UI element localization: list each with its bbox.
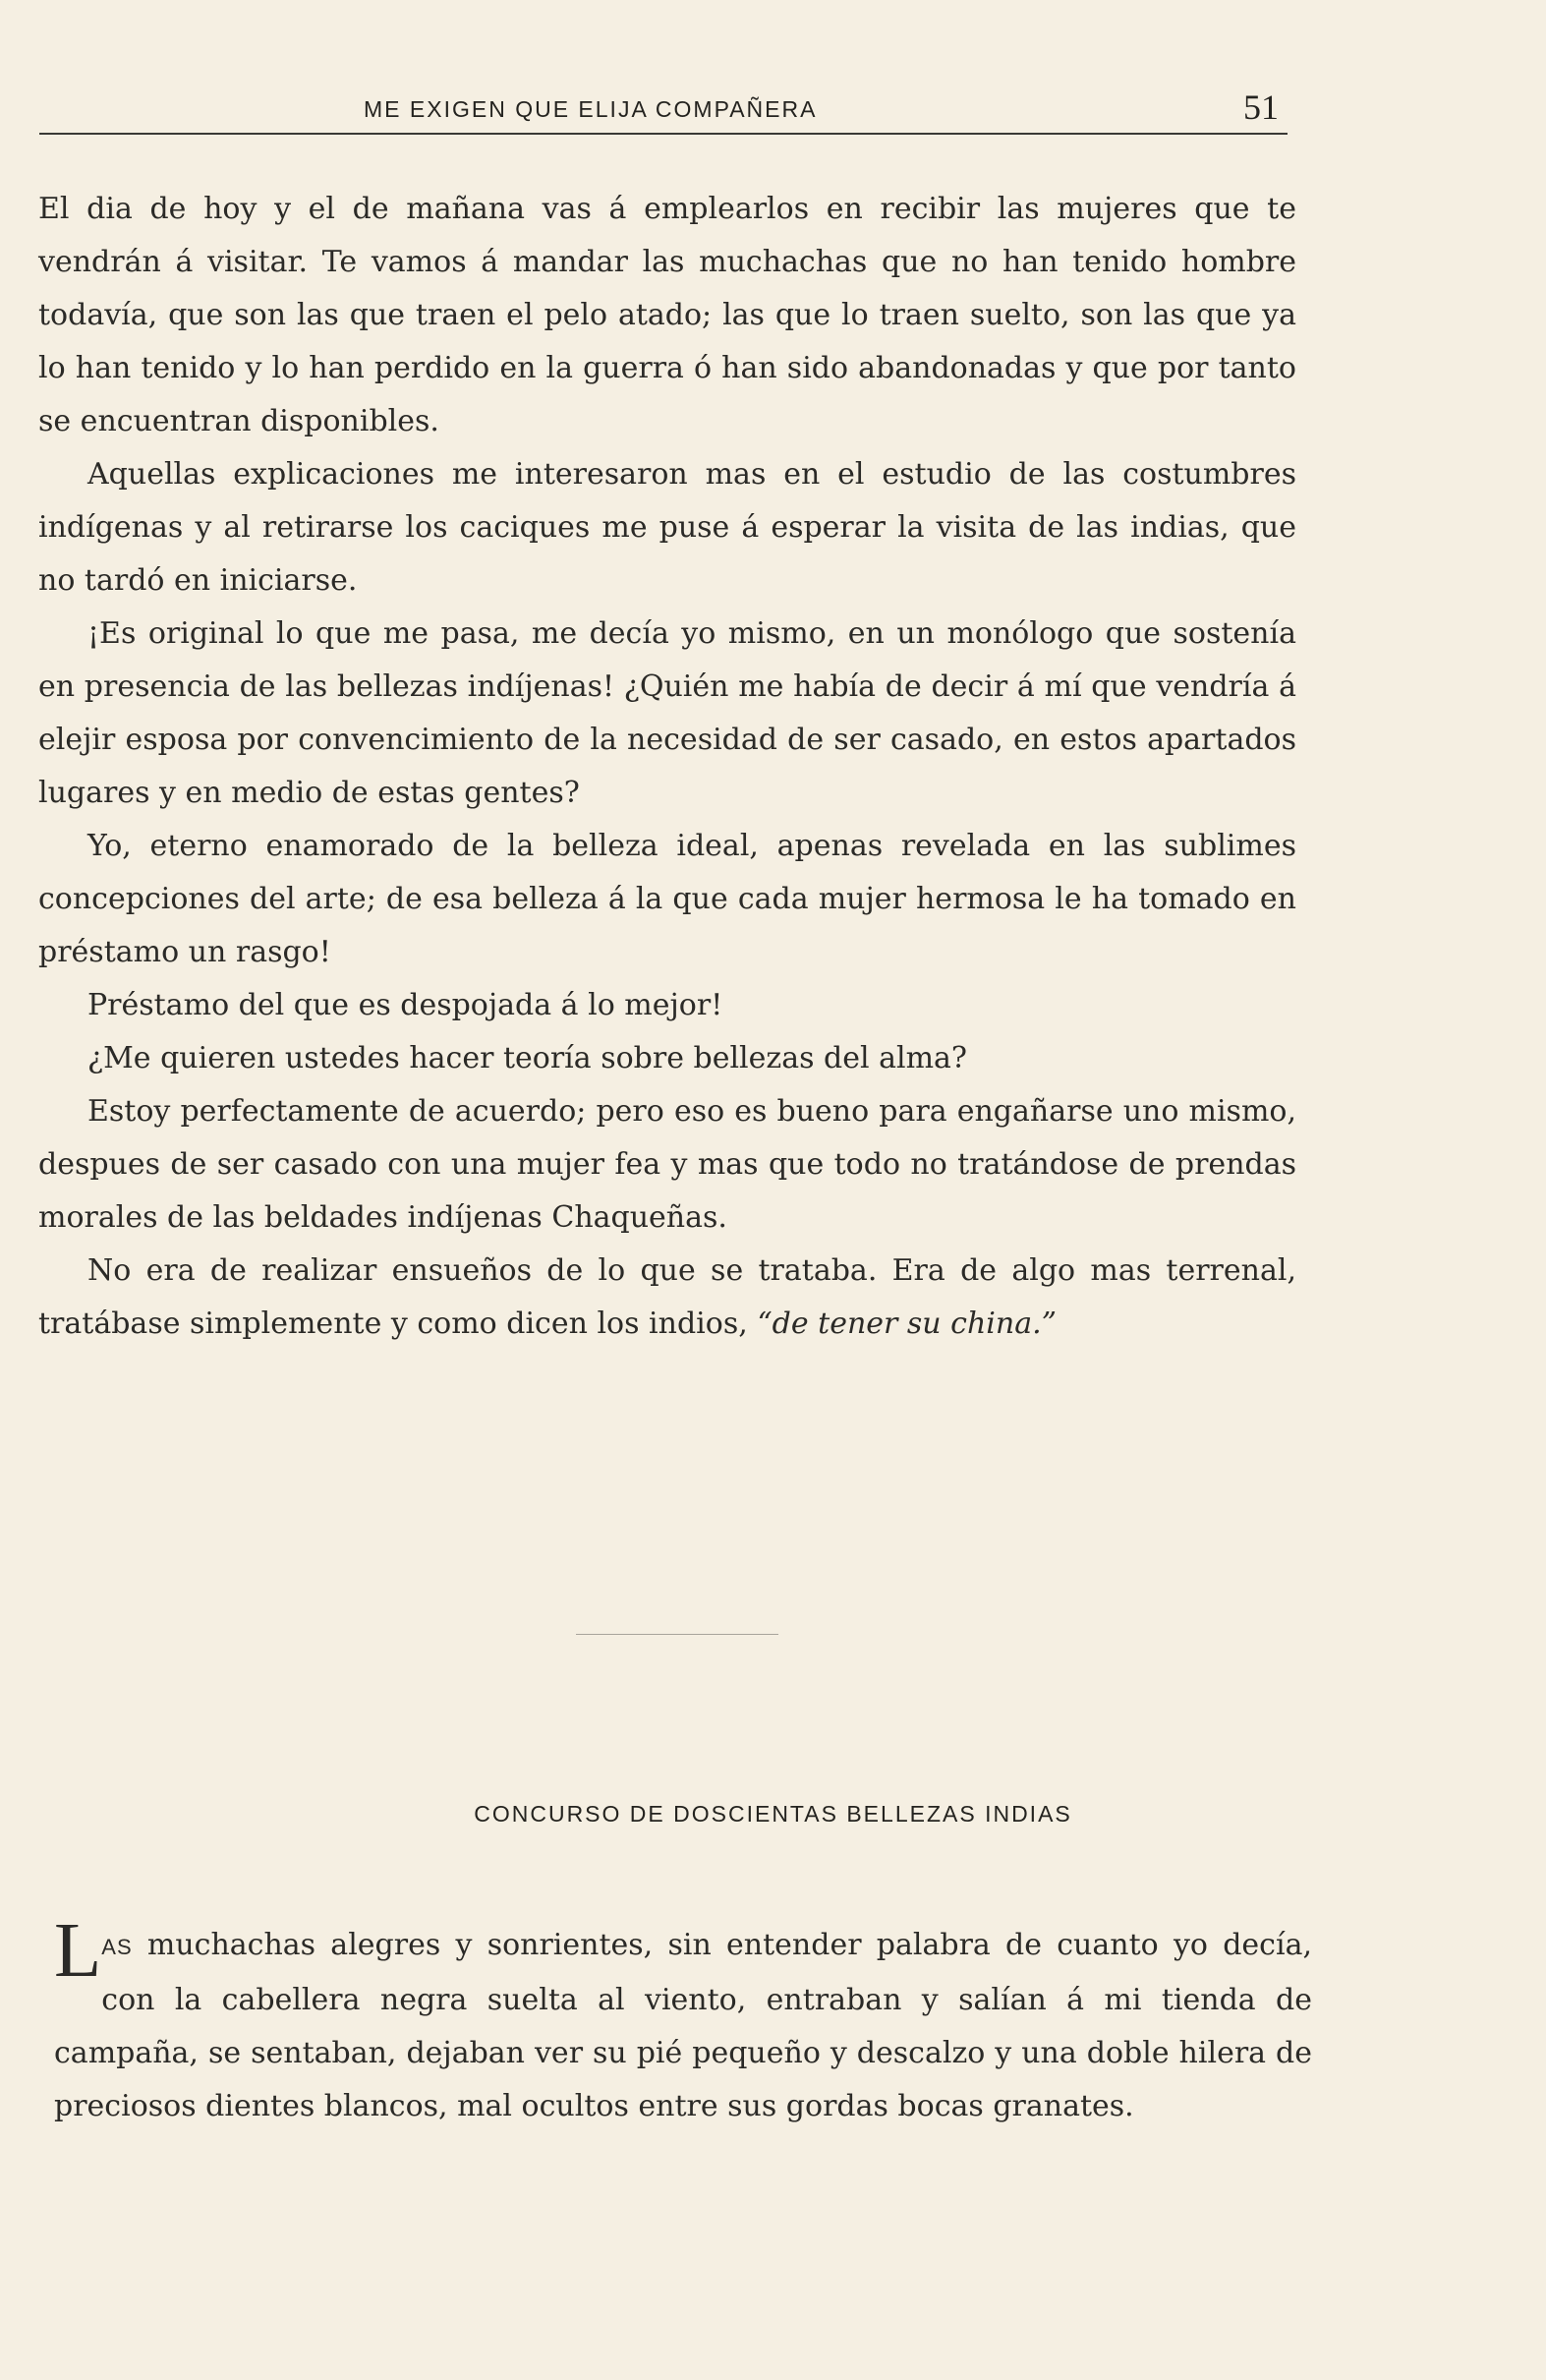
paragraph: Estoy perfectamente de acuerdo; pero eso es bueno para engañarse uno mismo, despues de ser casado con una mujer fea y mas que todo no tratándose de prendas morales de las beldades indíjenas Chaqueñas. [38, 1094, 1296, 1235]
drop-cap: L [54, 1908, 102, 1994]
paragraph-with-quote [38, 1245, 1296, 1351]
paragraph: Aquellas explicaciones me interesaron mas en el estudio de las costumbres indígenas y al retirarse los caciques me puse á esperar la visita de las indias, que no tardó en iniciarse. [38, 457, 1296, 598]
section-text [54, 1908, 1312, 2133]
section-heading: CONCURSO DE DOSCIENTAS BELLEZAS INDIAS [474, 1801, 1072, 1827]
paragraph: El dia de hoy y el de mañana vas á emplearlos en recibir las mujeres que te vendrán á visitar. Te vamos á mandar las muchachas que no han tenido hombre todavía, que son las que traen el pelo atado; las que lo traen suelto, son las que ya lo han tenido y lo han perdido en la guerra ó han sido abandonadas y que por tanto se encuentran disponibles. [38, 192, 1296, 438]
running-title: ME EXIGEN QUE ELIJA COMPAÑERA [364, 96, 818, 122]
paragraph: ¡Es original lo que me pasa, me decía yo mismo, en un monólogo que sostenía en presencia de las bellezas indíjenas! ¿Quién me había de decir á mí que vendría á elejir esposa por convencimiento de la necesidad de ser casado, en estos apartados lugares y en medio de estas gentes? [38, 616, 1296, 810]
italic-quote: “de tener su china.” [757, 1306, 1057, 1341]
paragraph: Préstamo del que es despojada á lo mejor! [87, 988, 723, 1022]
page-number: 51 [1243, 87, 1279, 127]
paragraph-text: No era de realizar ensueños de lo que se trataba. Era de algo mas terrenal, tratábase simplemente y como dicen los indios, [38, 1253, 1296, 1341]
small-caps: AS [101, 1935, 133, 1959]
main-text [38, 183, 1296, 1351]
running-head [39, 88, 1288, 135]
section-paragraph-text: muchachas alegres y sonrientes, sin entender palabra de cuanto yo decía, con la cabellera negra suelta al viento, entraban y salían á mi tienda de campaña, se sentaban, dejaban ver su pié pequeño y descalzo y una doble hilera de preciosos dientes blancos, mal ocultos entre sus gordas bocas granates. [54, 1928, 1312, 2123]
section-divider [576, 1634, 778, 1635]
paragraph: Yo, eterno enamorado de la belleza ideal, apenas revelada en las sublimes concepciones del arte; de esa belleza á la que cada mujer hermosa le ha tomado en préstamo un rasgo! [38, 829, 1296, 969]
section-paragraph [54, 1908, 1312, 2133]
paragraph: ¿Me quieren ustedes hacer teoría sobre bellezas del alma? [87, 1041, 968, 1075]
